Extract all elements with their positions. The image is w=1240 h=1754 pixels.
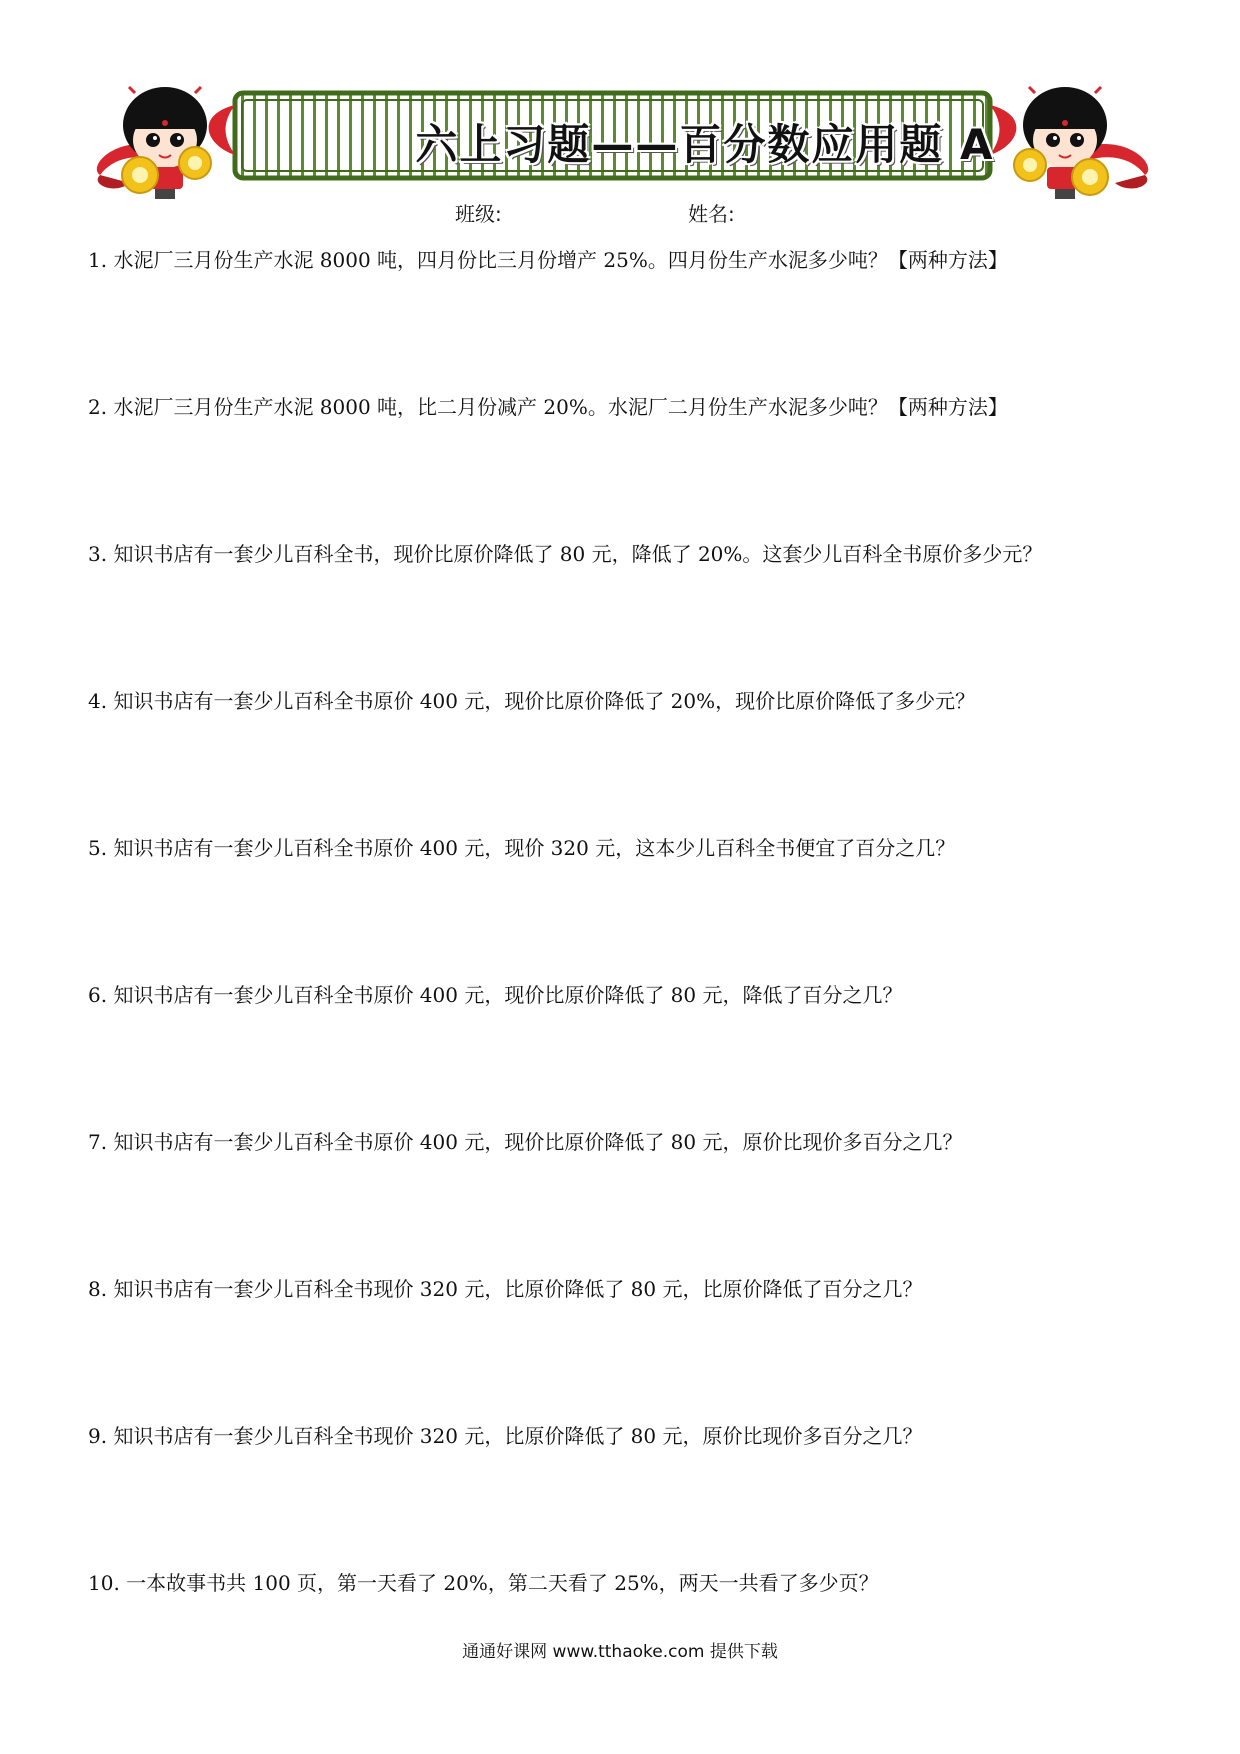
question-9: 9. 知识书店有一套少儿百科全书现价 320 元，比原价降低了 80 元，原价比现价多百分之几？ (88, 1424, 923, 1448)
name-label: 姓名: (688, 202, 735, 226)
question-7: 7. 知识书店有一套少儿百科全书原价 400 元，现价比原价降低了 80 元，原价比现价多百分之几？ (88, 1130, 963, 1154)
question-6: 6. 知识书店有一套少儿百科全书原价 400 元，现价比原价降低了 80 元，降低了百分之几？ (88, 983, 903, 1007)
page-title: 六上习题——百分数应用题 A (415, 120, 995, 169)
student-info-row (0, 198, 1240, 228)
question-2: 2. 水泥厂三月份生产水泥 8000 吨，比二月份减产 20%。水泥厂二月份生产水泥多少吨？【两种方法】 (88, 395, 1008, 419)
question-8: 8. 知识书店有一套少儿百科全书现价 320 元，比原价降低了 80 元，比原价降低了百分之几？ (88, 1277, 923, 1301)
class-label: 班级: (455, 202, 502, 226)
question-10: 10. 一本故事书共 100 页，第一天看了 20%，第二天看了 25%，两天一共看了多少页？ (88, 1571, 879, 1595)
footer-credit: 通通好课网 www.tthaoke.com 提供下载 (462, 1642, 778, 1662)
question-4: 4. 知识书店有一套少儿百科全书原价 400 元，现价比原价降低了 20%，现价比原价降低了多少元？ (88, 689, 976, 713)
left-cartoon-girl-icon (122, 87, 211, 199)
title-banner (85, 85, 1160, 205)
question-3: 3. 知识书店有一套少儿百科全书，现价比原价降低了 80 元，降低了 20%。这套少儿百科全书原价多少元？ (88, 542, 1043, 566)
question-5: 5. 知识书店有一套少儿百科全书原价 400 元，现价 320 元，这本少儿百科全书便宜了百分之几？ (88, 836, 956, 860)
question-1: 1. 水泥厂三月份生产水泥 8000 吨，四月份比三月份增产 25%。四月份生产水泥多少吨？【两种方法】 (88, 248, 1008, 272)
